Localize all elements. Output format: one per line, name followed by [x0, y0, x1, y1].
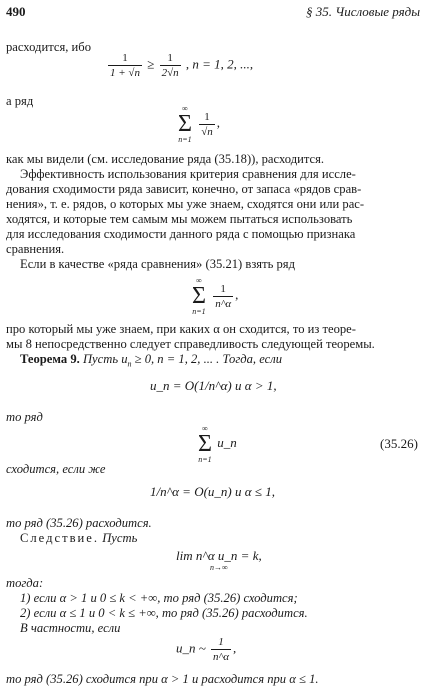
corollary-text: Пусть — [102, 531, 138, 545]
fraction-denominator: 1 + √n — [110, 67, 140, 79]
limit-subscript: n→∞ — [210, 563, 228, 572]
sum-lower-limit: n=1 — [192, 307, 206, 316]
sum-upper-limit: ∞ — [202, 424, 208, 433]
text-line: то ряд (35.26) сходится при α > 1 и расходится при α ≤ 1. — [6, 672, 319, 686]
equation-number: (35.26) — [380, 436, 418, 451]
corollary-label: Следствие. — [20, 531, 100, 545]
section-title: § 35. Числовые ряды — [306, 4, 421, 19]
theorem-tail: Тогда, если — [222, 352, 283, 366]
text-line: нения», т. е. рядов, о которых мы уже знаем, сходятся они или рас- — [6, 197, 365, 211]
text-line: Если в качестве «ряда сравнения» (35.21) взять ряд — [20, 257, 295, 271]
theorem-label: Теорема 9. — [20, 352, 80, 366]
limit-expression: lim n^α u_n = k, — [176, 548, 262, 563]
fraction-denominator: √n — [201, 125, 213, 138]
sigma-sign: Σ — [198, 431, 212, 457]
formula-big-o-reverse: 1/n^α = O(u_n) и α ≤ 1, — [150, 484, 275, 499]
fraction-denominator: 2√n — [161, 67, 179, 79]
text-line: то ряд — [6, 410, 43, 424]
text-line: 1) если α > 1 и 0 ≤ k < +∞, то ряд (35.26) сходится; — [20, 591, 298, 605]
formula-limit — [176, 548, 262, 572]
theorem-condition: ≥ 0, n = 1, 2, ... . — [134, 352, 220, 366]
text-line: для исследования сходимости данного ряда с помощью признака — [6, 227, 356, 241]
text-line: ходятся, и которые тем самым мы можем пытаться использовать — [6, 212, 353, 226]
fraction-denominator: n^α — [215, 297, 232, 310]
theorem-line: Теорема 9. Пусть $u_n \ge 0$, n = 1, 2, ... . Тогда, если — [20, 352, 283, 369]
text-line: тогда: — [6, 576, 44, 590]
text-line: то ряд (35.26) расходится. — [6, 516, 152, 530]
corollary-line — [20, 531, 137, 545]
series-term: u_n — [217, 434, 237, 450]
text-line: В частности, если — [20, 621, 121, 635]
formula-series: ∞ Σ n=1 $\frac{1}{√n}$ , — [178, 104, 221, 144]
formula-equivalence: u_n ~ $\frac{1}{n\^{}\alpha}$ , — [176, 636, 237, 663]
page-number: 490 — [6, 4, 26, 19]
text-line: Эффективность использования критерия сравнения для иссле- — [20, 167, 356, 181]
text-line: дования сходимости ряда зависит, конечно, от запаса «рядов срав- — [6, 182, 362, 196]
equivalence-left: u_n ~ — [176, 640, 206, 656]
sum-upper-limit: ∞ — [182, 104, 188, 113]
sigma-sign: Σ — [192, 283, 206, 309]
text-line: 2) если α ≤ 1 и 0 < k ≤ +∞, то ряд (35.26) расходится. — [20, 606, 308, 620]
text-line: расходится, ибо — [6, 40, 91, 54]
fraction-numerator: 1 — [167, 52, 173, 64]
formula-series-3526 — [196, 424, 237, 464]
text-line: как мы видели (см. исследование ряда (35.18)), расходится. — [6, 152, 325, 166]
fraction-numerator: 1 — [218, 636, 224, 648]
text-line: а ряд — [6, 94, 34, 108]
theorem-text: Пусть u — [82, 352, 128, 366]
text-line: мы 8 непосредственно следует справедливость следующей теоремы. — [6, 337, 375, 351]
formula-inequality — [106, 52, 253, 79]
formula-big-o: u_n = O(1/n^α) и α > 1, — [150, 378, 277, 393]
sum-upper-limit: ∞ — [196, 276, 202, 285]
index-range: , n = 1, 2, ..., — [185, 56, 254, 72]
relation-sign: ≥ — [147, 56, 155, 72]
text-line: сходится, если же — [6, 462, 106, 476]
text-line: про который мы уже знаем, при каких α он сходится, то из теоре- — [6, 322, 356, 336]
sum-lower-limit: n=1 — [198, 455, 212, 464]
sigma-sign: Σ — [178, 111, 192, 137]
text-line: сравнения. — [6, 242, 65, 256]
sum-lower-limit: n=1 — [178, 135, 192, 144]
formula-comparison-series: ∞ Σ n=1 $\frac{1}{n\^{}\alpha}$ , — [192, 276, 239, 316]
fraction-denominator: n^α — [213, 651, 229, 663]
fraction-numerator: 1 — [220, 282, 226, 295]
fraction-numerator: 1 — [122, 52, 128, 64]
fraction-numerator: 1 — [204, 110, 210, 123]
